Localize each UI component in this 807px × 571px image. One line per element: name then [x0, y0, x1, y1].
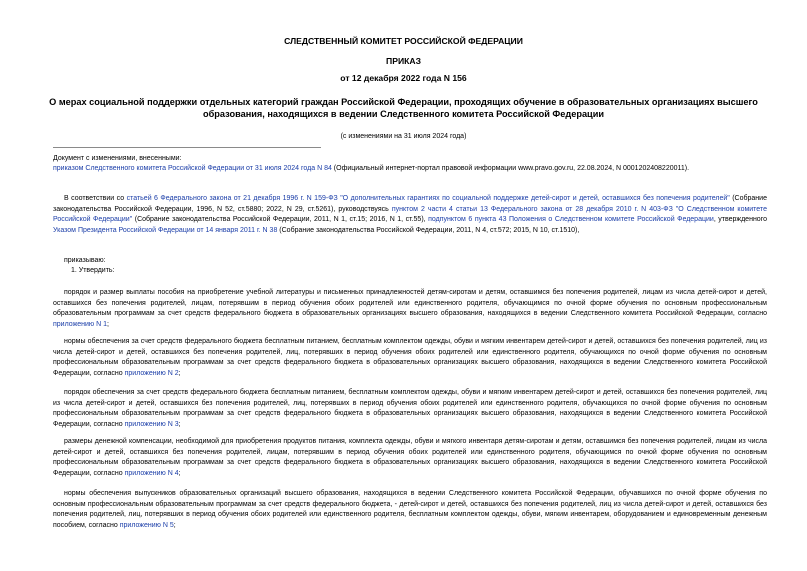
order-word: приказываю:: [64, 257, 106, 264]
decree-link[interactable]: Указом Президента Российской Федерации от 14 января 2011 г. N 38: [53, 226, 278, 234]
law-403-link[interactable]: пунктом 2 части 4 статьи 13 Федерального закона от 28 декабря 2010 г. N 403-ФЗ "О Следственном комитете Российской Федерации": [53, 205, 767, 224]
list-item: размеры денежной компенсации, необходимой для приобретения продуктов питания, комплекта одежды, обуви и мягкого инвентаря детям-сиротам и детям, оставшимся без попечения родителей, лицам из числа детей-сирот и детей, оставшихся без попечения родителей, лицам, потерявшим в период обучения обоих родителей или единственного родителя, обучающимся по очной форме обучения по основным профессиональным образовательным программам за счет средств федерального бюджета в образовательных организациях высшего образования, находящихся в ведении Следственного комитета Российской Федерации, согласно приложению N 4;: [53, 438, 767, 477]
document-type: ПРИКАЗ: [386, 56, 421, 66]
list-item: порядок обеспечения за счет средств федерального бюджета бесплатным питанием, бесплатным комплектом одежды, обуви и мягким инвентарем детей-сирот и детей, оставшихся без попечения родителей, лиц из числа детей-сирот и детей, оставшихся без попечения родителей, лиц, потерявших в период обучения обоих родителей или единственного родителя, обучающихся по очной форме обучения по основным профессиональным образовательным программам за счет средств федерального бюджета в образовательных организациях высшего образования, находящихся в ведении Следственного комитета Российской Федерации, согласно приложению N 3;: [53, 389, 767, 428]
appendix-1-link[interactable]: приложению N 1: [53, 320, 108, 328]
item-1-heading: 1. Утвердить:: [71, 267, 115, 274]
law-159-link[interactable]: статьей 6 Федерального закона от 21 декабря 1996 г. N 159-ФЗ "О дополнительных гарантиях по социальной поддержке детей-сирот и детей, оставшихся без попечения родителей": [126, 195, 730, 202]
list-item: нормы обеспечения выпускников образовательных организаций высшего образования, находящихся в ведении Следственного комитета Российской Федерации, обучавшихся по очной форме обучения по основным профессиональным образовательным программам за счет средств федерального бюджета, - детей-сирот и детей, оставшихся без попечения родителей, лиц из числа детей-сирот и детей, оставшихся без попечения родителей, лиц, потерявших в период обучения обоих родителей или единственного родителя, бесплатным комплектом одежды, обуви, мягким инвентарем, оборудованием и единовременным денежным пособием, согласно приложению N 5;: [53, 490, 767, 529]
divider: [53, 147, 321, 148]
regulation-link[interactable]: подпунктом 6 пункта 43 Положения о Следственном комитете Российской Федерации: [428, 216, 714, 224]
organization-name: СЛЕДСТВЕННЫЙ КОМИТЕТ РОССИЙСКОЙ ФЕДЕРАЦИИ: [284, 36, 523, 46]
appendix-5-link[interactable]: приложению N 5: [119, 521, 174, 529]
document-title: О мерах социальной поддержки отдельных категорий граждан Российской Федерации, проходящих обучение в образовательных организациях высшего образования, находящихся в ведении Следственного комитета Российской Федерации: [49, 97, 758, 119]
list-item: порядок и размер выплаты пособия на приобретение учебной литературы и письменных принадлежностей детям-сиротам и детям, оставшимся без попечения родителей, лицам из числа детей-сирот и детей, оставшихся без попечения родителей, лицам, потерявшим в период обучения обоих родителей или единственного родителя, обучающимся по очной форме обучения по основным профессиональным образовательным программам за счет средств федерального бюджета в образовательных организациях высшего образования, находящихся в ведении Следственного комитета Российской Федерации, согласно приложению N 1;: [53, 289, 767, 328]
appendix-4-link[interactable]: приложению N 4: [124, 469, 179, 477]
appendix-3-link[interactable]: приложению N 3: [124, 420, 179, 428]
amendment-order-link[interactable]: приказом Следственного комитета Российской Федерации от 31 июля 2024 года N 84: [53, 165, 332, 172]
amendments-intro: Документ с изменениями, внесенными:: [53, 155, 182, 162]
amendment-source: (Официальный интернет-портал правовой информации www.pravo.gov.ru, 22.08.2024, N 0001202408220011).: [331, 165, 690, 172]
list-item: нормы обеспечения за счет средств федерального бюджета бесплатным питанием, бесплатным комплектом одежды, обуви и мягким инвентарем детей-сирот и детей, оставшихся без попечения родителей, лиц из числа детей-сирот и детей, оставшихся без попечения родителей, лиц, потерявших в период обучения обоих родителей или единственного родителя, обучающихся по очной форме обучения по основным профессиональным образовательным программам за счет средств федерального бюджета в образовательных организациях высшего образования, находящихся в ведении Следственного комитета Российской Федерации, согласно приложению N 2;: [53, 338, 767, 377]
document-date-number: от 12 декабря 2022 года N 156: [340, 73, 467, 83]
amendments-line: [53, 164, 773, 174]
preamble-paragraph: В соответствии со статьей 6 Федерального закона от 21 декабря 1996 г. N 159-ФЗ "О дополнительных гарантиях по социальной поддержке детей-сирот и детей, оставшихся без попечения родителей" (Собрание законодательства Российской Федерации, 1996, N 52, ст.5880; 2022, N 29, ст.5261), руководствуясь пунктом 2 части 4 статьи 13 Федерального закона от 28 декабря 2010 г. N 403-ФЗ "О Следственном комитете Российской Федерации" (Собрание законодательства Российской Федерации, 2011, N 1, ст.15; 2016, N 1, ст.55), подпунктом 6 пункта 43 Положения о Следственном комитете Российской Федерации, утвержденного Указом Президента Российской Федерации от 14 января 2011 г. N 38 (Собрание законодательства Российской Федерации, 2011, N 4, ст.572; 2015, N 10, ст.1510),: [53, 195, 767, 234]
appendix-2-link[interactable]: приложению N 2: [124, 369, 179, 377]
changes-note: (с изменениями на 31 июля 2024 года): [340, 133, 467, 140]
